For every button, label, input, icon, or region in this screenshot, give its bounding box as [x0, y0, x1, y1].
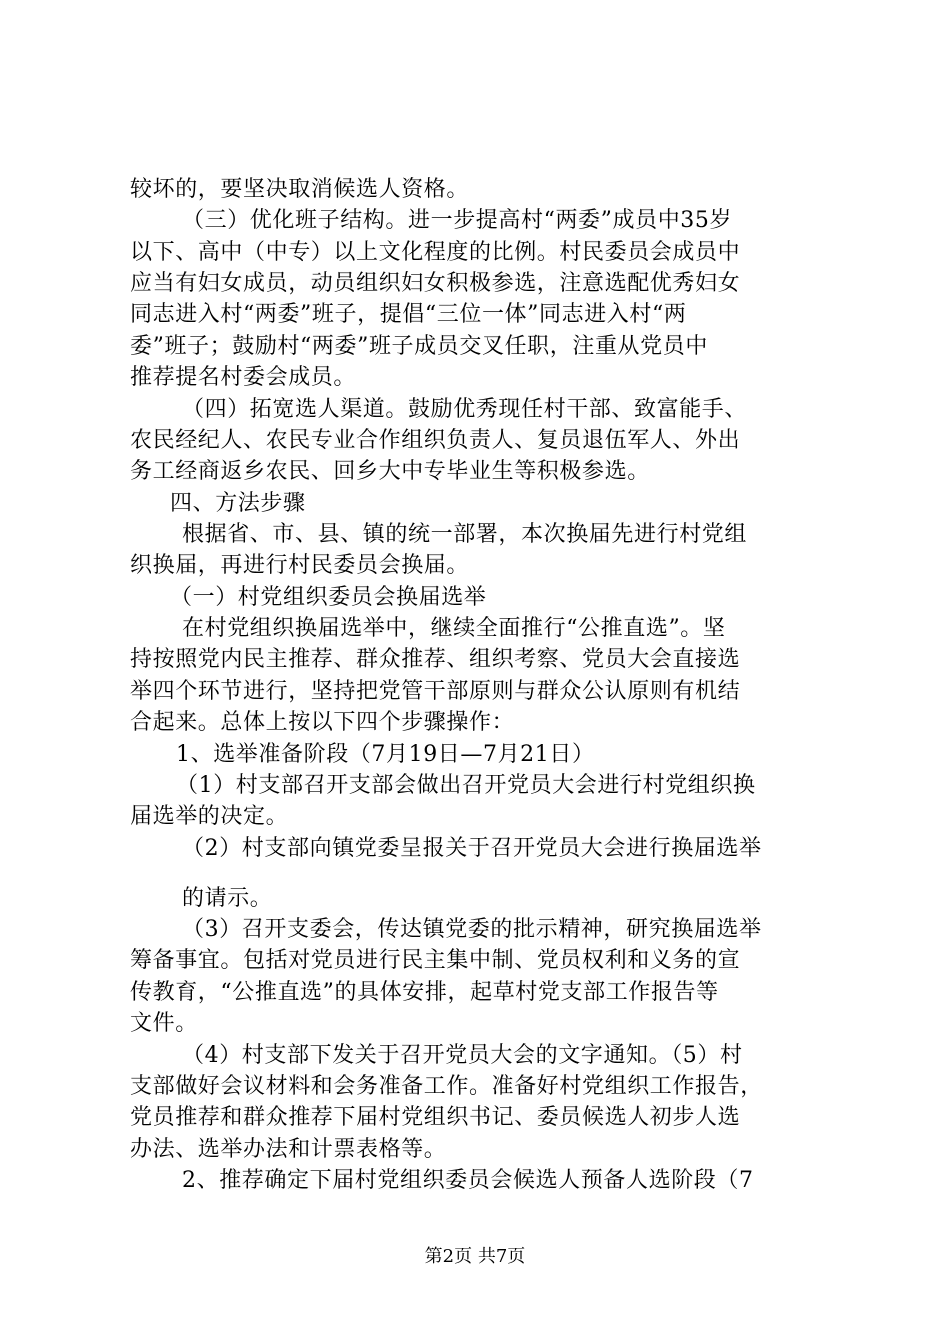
body-text-line: 支部做好会议材料和会务准备工作。准备好村党组织工作报告， [130, 1074, 763, 1099]
body-text-line: 届选举的决定。 [130, 804, 289, 829]
body-text-line: 织换届，再进行村民委员会换届。 [130, 553, 470, 578]
body-text-line: 在村党组织换届选举中，继续全面推行“公推直选”。坚 [182, 616, 726, 641]
body-text-line: 推荐提名村委会成员。 [130, 365, 357, 390]
page-number-footer: 第2页 共7页 [424, 1246, 526, 1267]
subsection-heading: （一）村党组织委员会换届选举 [170, 585, 487, 610]
body-text-line: 筹备事宜。包括对党员进行民主集中制、党员权利和义务的宣 [130, 948, 741, 973]
body-text-line: 同志进入村“两委”班子，提倡“三位一体”同志进入村“两 [130, 302, 687, 327]
body-text-line: 以下、高中（中专）以上文化程度的比例。村民委员会成员中 [130, 240, 741, 265]
body-text-line: （2）村支部向镇党委呈报关于召开党员大会进行换届选举 [182, 836, 762, 861]
section-heading: 四、方法步骤 [170, 491, 306, 516]
body-text-line: （1）村支部召开支部会做出召开党员大会进行村党组织换 [176, 773, 756, 798]
body-text-line: 合起来。总体上按以下四个步骤操作： [130, 710, 515, 735]
body-text-line: 2、推荐确定下届村党组织委员会候选人预备人选阶段（7 [182, 1168, 754, 1193]
body-text-line: （3）召开支委会，传达镇党委的批示精神，研究换届选举 [182, 917, 762, 942]
body-text-line: 的请示。 [182, 886, 273, 911]
body-text-line: 举四个环节进行，坚持把党管干部原则与群众公认原则有机结 [130, 679, 741, 704]
body-text-line: 文件。 [130, 1011, 198, 1036]
body-text-line: 务工经商返乡农民、回乡大中专毕业生等积极参选。 [130, 459, 650, 484]
body-text-line: （四）拓宽选人渠道。鼓励优秀现任村干部、致富能手、 [182, 397, 748, 422]
body-text-line: 根据省、市、县、镇的统一部署，本次换届先进行村党组 [182, 522, 748, 547]
body-text-line: 委”班子；鼓励村“两委”班子成员交叉任职，注重从党员中 [130, 334, 708, 359]
body-text-line: 农民经纪人、农民专业合作组织负责人、复员退伍军人、外出 [130, 428, 741, 453]
body-text-line: （三）优化班子结构。进一步提高村“两委”成员中35岁 [182, 208, 733, 233]
body-text-line: 办法、选举办法和计票表格等。 [130, 1137, 447, 1162]
step-heading: 1、选举准备阶段（7月19日—7月21日） [176, 742, 595, 767]
body-text-line: 党员推荐和群众推荐下届村党组织书记、委员候选人初步人选 [130, 1105, 741, 1130]
body-text-line: （4）村支部下发关于召开党员大会的文字通知。（5）村 [182, 1043, 743, 1068]
body-text-line: 传教育，“公推直选”的具体安排，起草村党支部工作报告等 [130, 980, 719, 1005]
body-text-line: 应当有妇女成员，动员组织妇女积极参选，注意选配优秀妇女 [130, 271, 741, 296]
body-text-line: 较坏的，要坚决取消候选人资格。 [130, 177, 470, 202]
body-text-line: 持按照党内民主推荐、群众推荐、组织考察、党员大会直接选 [130, 647, 741, 672]
